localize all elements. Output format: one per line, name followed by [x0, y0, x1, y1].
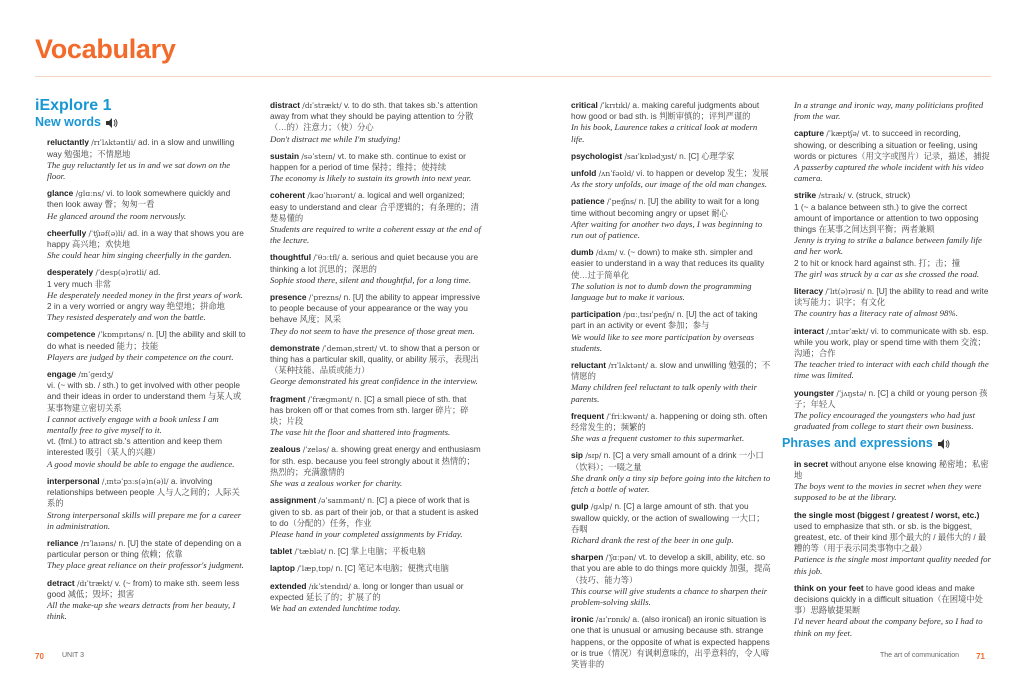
headword: the single most (biggest / greatest / worst, etc.)	[794, 509, 980, 520]
pronunciation: /ˈfriːkwənt/	[606, 411, 649, 421]
example-sentence: A passerby captured the whole incident with his video camera.	[794, 162, 984, 184]
example-sentence: They place great reliance on their professor's judgment.	[47, 560, 244, 571]
example-sentence: Please hand in your completed assignments by Friday.	[270, 528, 463, 539]
vocab-entry	[270, 343, 482, 388]
definition: 1 (~ a balance between sth.) to give the correct amount of importance or attention to two opposing things 在某事之间达到平衡；两者兼顾	[794, 201, 979, 235]
example-sentence: The guy reluctantly let us in and we sat down on the floor.	[47, 159, 231, 182]
pronunciation: /ˈkæptʃə/	[826, 129, 860, 139]
pronunciation: /kəʊˈhɪərənt/	[307, 191, 356, 201]
vocab-entry	[270, 444, 482, 489]
speaker-icon[interactable]	[106, 118, 118, 128]
headword: assignment	[270, 495, 317, 506]
definition: n. [C] a child or young person 孩子；年轻人	[794, 387, 988, 409]
headword: literacy	[794, 286, 824, 297]
vocab-entry	[794, 459, 992, 504]
definition: n. [C] 笔记本电脑；便携式电脑	[335, 563, 449, 574]
headword: youngster	[794, 387, 835, 398]
example-sentence: We had an extended lunchtime today.	[270, 602, 401, 613]
word-list	[571, 100, 771, 670]
definition: ad. in a way that shows you are happy 高兴地；欢快地	[47, 227, 244, 250]
phrase-list	[794, 459, 992, 639]
pronunciation: /rɪˈlʌktənt/	[608, 361, 648, 371]
definition: a. logical and well organized; easy to understand and clear 合乎逻辑的；有条理的；清楚易懂的	[270, 190, 479, 223]
definition: a. happening or doing sth. often 经常发生的；频繁的	[571, 410, 768, 433]
headword: sustain	[270, 150, 300, 161]
vocab-entry	[35, 538, 247, 572]
page-number-left: 70	[35, 652, 44, 661]
example-sentence: Patience is the single most important quality needed for this job.	[794, 554, 991, 576]
example-sentence: Sophie stood there, silent and thoughtful, for a long time.	[270, 274, 472, 285]
headword: frequent	[571, 410, 605, 421]
pronunciation: /ˈtæblət/	[294, 547, 327, 557]
example-sentence: Players are judged by their competence on the court.	[47, 351, 234, 362]
pronunciation: /rɪˈlaɪəns/	[80, 538, 117, 548]
headword: distract	[270, 100, 300, 110]
pronunciation: /dʌm/	[595, 248, 618, 258]
pronunciation: /ˈlɪt(ə)rəsi/	[825, 287, 865, 297]
headword: capture	[794, 128, 824, 139]
example-sentence: They do not seem to have the presence of those great men.	[270, 325, 475, 336]
pronunciation: /ˈkrɪtɪkl/	[600, 101, 631, 110]
definition: vt. to develop a skill, ability, etc. so that you are able to do things more quickly 加强，提高（技巧、能力等）	[571, 552, 771, 585]
example-sentence: The vase hit the floor and shattered into fragments.	[270, 427, 451, 438]
headword: coherent	[270, 190, 306, 201]
pronunciation: /ˈkɒmpɪtəns/	[97, 330, 145, 340]
topic-label: The art of communication	[880, 652, 959, 659]
pronunciation: /ɪnˈɡeɪdʒ/	[78, 370, 114, 380]
vocab-entry	[270, 151, 482, 185]
vocab-entry	[571, 450, 771, 495]
vocab-entry	[270, 292, 482, 337]
vocab-entry	[270, 581, 482, 615]
definition: vt. to show that a person or thing has a particular skill, quality, or ability 展示，表现出（某种技能、品质或能力）	[270, 342, 480, 376]
vocab-entry	[571, 100, 771, 145]
vocab-entry	[571, 614, 771, 670]
vocab-entry	[794, 583, 992, 639]
new-words-heading	[35, 117, 247, 128]
example-sentence: As the story unfolds, our image of the old man changes.	[571, 179, 767, 190]
vocab-entry	[35, 267, 247, 323]
headword: fragment	[270, 393, 306, 404]
definition: vi. to communicate with sb. esp. while you work, play or spend time with them 交流；沟通；合作	[794, 325, 989, 359]
headword: in secret	[794, 458, 829, 469]
headword: sharpen	[571, 552, 604, 563]
pronunciation: /ˈlæpˌtɒp/	[297, 564, 334, 574]
example-sentence: Jenny is trying to strike a balance between family life and her work.	[794, 235, 982, 257]
headword: sip	[571, 450, 583, 461]
new-words-label: New words	[35, 115, 101, 130]
vocab-entry	[571, 501, 771, 546]
phrases-heading	[782, 438, 992, 449]
definition: n. [U] the ability to appear impressive to people because of your appearance or the way you behave 风度；风采	[270, 292, 481, 325]
unit-label: UNIT 3	[62, 652, 85, 659]
definition: n. [U] the ability to read and write 读写能力；识字；有文化	[794, 286, 989, 308]
vocab-entry	[35, 578, 247, 623]
example-sentence: All the make-up she wears detracts from her beauty, I think.	[47, 599, 236, 622]
column-4	[782, 100, 992, 645]
vocab-entry	[571, 309, 771, 354]
vocab-entry	[270, 252, 482, 286]
title-divider	[35, 76, 991, 77]
definition: a. making careful judgments about how good or bad sth. is 判断审慎的；评判严谨的	[571, 100, 760, 122]
column-3	[571, 100, 771, 676]
example-sentence: In a strange and ironic way, many politicians profited from the war.	[794, 100, 984, 122]
section-heading: iExplore 1	[35, 97, 112, 114]
pronunciation: /aɪˈrɒnɪk/	[595, 615, 631, 625]
headword: think on your feet	[794, 582, 864, 593]
vocab-entry	[794, 326, 992, 382]
definition: n. [U] the state of depending on a particular person or thing 依赖；依靠	[47, 537, 242, 560]
definition: a. serious and quiet because you are thinking a lot 沉思的；深思的	[270, 252, 479, 274]
pronunciation: /ˌɪntərˈækt/	[826, 326, 869, 336]
vocab-entry	[571, 552, 771, 608]
example-sentence: She was a zealous worker for charity.	[270, 478, 403, 489]
speaker-icon[interactable]	[938, 439, 950, 449]
vocab-entry	[270, 100, 482, 145]
example-sentence: They resisted desperately and won the battle.	[47, 312, 206, 323]
definition: vt. to make sth. continue to exist or happen for a period of time 保持；维持；使持续	[270, 150, 466, 173]
example-sentence: We would like to see more participation by overseas students.	[571, 331, 755, 353]
headword: strike	[794, 190, 817, 201]
pronunciation: /saɪˈkɒlədʒɪst/	[624, 151, 677, 161]
example-sentence: George demonstrated his great confidence in the interview.	[270, 376, 478, 387]
vocab-entry	[794, 388, 992, 433]
vocab-entry	[794, 286, 992, 320]
headword: laptop	[270, 563, 295, 574]
headword: patience	[571, 196, 605, 207]
example-sentence: She drank only a tiny sip before going into the kitchen to fetch a bottle of water.	[571, 472, 771, 495]
headword: participation	[571, 309, 621, 320]
pronunciation: /ˌɪntəˈpɜːs(ə)n(ə)l/	[101, 476, 169, 486]
phrases-label: Phrases and expressions	[782, 436, 933, 451]
pronunciation: /əˈsaɪnmənt/	[318, 496, 365, 506]
vocab-entry	[571, 247, 771, 303]
vocab-entry	[794, 190, 992, 280]
definition: ad.	[148, 267, 161, 278]
vocab-entry	[270, 394, 482, 439]
example-sentence: The economy is likely to sustain its growth into next year.	[270, 173, 472, 184]
definition: v. (~ from) to make sth. seem less good 减低；毁坏；损害	[47, 577, 240, 599]
definition: 1 very much 非常	[47, 278, 112, 289]
headword: engage	[47, 369, 77, 380]
word-list	[794, 100, 992, 432]
pronunciation: /ɡlɑːns/	[75, 189, 104, 199]
vocab-entry	[35, 137, 247, 182]
headword: presence	[270, 292, 307, 303]
definition: a. showing great energy and enthusiasm for sth. esp. because you feel strongly about it 热情的；热烈的；充满激情的	[270, 444, 481, 477]
word-list	[270, 100, 482, 614]
definition: n. [U] the act of taking part in an activity or event 参加；参与	[571, 309, 758, 331]
pronunciation: /ˈprezns/	[308, 293, 342, 303]
example-sentence: The policy encouraged the youngsters who had just graduated from college to start their own business.	[794, 410, 976, 432]
vocab-entry	[35, 329, 247, 363]
example-sentence: The country has a literacy rate of almost 98%.	[794, 308, 958, 319]
definition: a. involving relationships between people 人与人之间的；人际关系的	[47, 475, 240, 509]
headword: psychologist	[571, 150, 623, 161]
definition: to have good ideas and make decisions quickly in a difficult situation（在困境中处事）思路敏捷果断	[794, 582, 983, 616]
definition: v. (struck, struck)	[847, 190, 911, 201]
column-2	[270, 100, 482, 620]
definition: n. [C] a very small amount of a drink 一小口（饮料）；一啜之量	[571, 450, 764, 472]
pronunciation: /dɪˈtrækt/	[76, 578, 113, 588]
example-sentence: Students are required to write a coherent essay at the end of the lecture.	[270, 224, 482, 246]
example-sentence: The teacher tried to interact with each child though the time was limited.	[794, 359, 989, 381]
vocab-entry	[270, 495, 482, 540]
definition: vi. to look somewhere quickly and then look away 瞥；匆匆一看	[47, 188, 231, 210]
definition: without anyone else knowing 秘密地；私密地	[794, 458, 989, 480]
vocab-entry	[794, 510, 992, 577]
headword: critical	[571, 100, 598, 110]
headword: reluctantly	[47, 137, 89, 148]
definition: n. [C] 掌上电脑；平板电脑	[328, 546, 426, 557]
headword: dumb	[571, 247, 594, 258]
page-title: Vocabulary	[35, 34, 176, 64]
pronunciation: /ˈfræɡmənt/	[307, 394, 353, 404]
example-sentence: The girl was struck by a car as she crossed the road.	[794, 268, 980, 279]
example-sentence: He glanced around the room nervously.	[47, 210, 187, 221]
example-sentence: Strong interpersonal skills will prepare me for a career in administration.	[47, 509, 242, 531]
pronunciation: /ˈdemənˌstreɪt/	[322, 343, 378, 353]
headword: thoughtful	[270, 252, 312, 263]
pronunciation: /ɡʌlp/	[590, 502, 613, 512]
page-number-right: 71	[976, 652, 985, 661]
vocab-entry	[270, 546, 482, 557]
definition: ad. in a slow and unwilling way 勉强地；不情愿地	[47, 137, 235, 159]
definition: vt. to succeed in recording, showing, or describing a situation or feeling, using words or pictures（用文字或图片）记录，描述，捕捉	[794, 128, 990, 161]
headword: gulp	[571, 501, 589, 512]
example-sentence: In his book, Laurence takes a critical look at modern life.	[571, 122, 758, 144]
pronunciation: /sɪp/	[585, 451, 602, 461]
example-sentence: The solution is not to dumb down the programming language but to make it various.	[571, 280, 752, 303]
headword: cheerfully	[47, 227, 87, 238]
example-sentence: This course will give students a chance to sharpen their problem-solving skills.	[571, 585, 768, 607]
definition: v. (~ down) to make sth. simpler and easier to understand in a way that reduces its quality 使…过于简单化	[571, 247, 765, 280]
definition: a. (also ironical) an ironic situation is one that is unusual or amusing because sth. strange happens, or the opposite of what is expected happens or is true（情况）有讽刺意味的，出乎意料的，令人啼笑皆非的	[571, 614, 770, 669]
vocab-entry	[571, 151, 771, 162]
headword: desperately	[47, 267, 94, 278]
example-sentence: He desperately needed money in the first years of work.	[47, 289, 243, 300]
pronunciation: /straɪk/	[818, 191, 846, 201]
vocab-entry	[794, 100, 992, 122]
pronunciation: /ˈθɔːtfl/	[313, 253, 340, 263]
example-sentence: I'd never heard about the company before, so I had to think on my feet.	[794, 616, 983, 638]
pronunciation: /ˈjʌŋstə/	[836, 388, 867, 398]
example-sentence: Many children feel reluctant to talk openly with their parents.	[571, 382, 757, 404]
definition: vt. (fml.) to attract sb.'s attention and keep them interested 吸引（某人的兴趣）	[47, 436, 222, 458]
headword: extended	[270, 580, 307, 591]
headword: demonstrate	[270, 342, 320, 353]
headword: detract	[47, 577, 75, 588]
pronunciation: /ˈdesp(ə)rətli/	[95, 268, 147, 278]
example-sentence: She could hear him singing cheerfully in the garden.	[47, 250, 232, 261]
pronunciation: /ˈtʃɪəf(ə)li/	[88, 228, 126, 238]
definition: a. long or longer than usual or expected 延长了的；扩展了的	[270, 580, 464, 602]
headword: reliance	[47, 537, 79, 548]
headword: unfold	[571, 168, 597, 179]
example-sentence: After waiting for another two days, I was beginning to run out of patience.	[571, 218, 763, 241]
headword: glance	[47, 188, 74, 199]
definition: n. [C] a small piece of sth. that has broken off or that comes from sth. larger 碎片；碎块；片段	[270, 393, 469, 427]
definition: 2 to hit or knock hard against sth. 打；击；撞	[794, 257, 961, 268]
headword: ironic	[571, 614, 594, 625]
headword: interpersonal	[47, 475, 100, 486]
definition: n. [U] the ability to wait for a long time without becoming angry or upset 耐心	[571, 196, 760, 218]
example-sentence: A good movie should be able to engage the audience.	[47, 458, 235, 469]
pronunciation: /ʌnˈfəʊld/	[598, 169, 634, 179]
example-sentence: Don't distract me while I'm studying!	[270, 133, 401, 144]
definition: n. [C] 心理学家	[679, 150, 735, 161]
vocab-entry	[270, 563, 482, 574]
example-sentence: The boys went to the movies in secret when they were supposed to be at the library.	[794, 481, 982, 503]
pronunciation: /səˈsteɪn/	[301, 151, 336, 161]
vocab-entry	[571, 411, 771, 445]
vocab-entry	[571, 196, 771, 241]
headword: tablet	[270, 546, 293, 557]
vocab-entry	[35, 476, 247, 532]
pronunciation: /rɪˈlʌktəntli/	[91, 138, 136, 148]
vocab-entry	[35, 188, 247, 222]
definition: v. to do sth. that takes sb.'s attention away from what they should be paying attention to 分散（…的）注意力；（使）分心	[270, 100, 478, 133]
column-1	[35, 97, 247, 628]
vocab-entry	[270, 190, 482, 246]
vocab-entry	[35, 228, 247, 262]
definition: n. [C] a piece of work that is given to sb. as part of their job, or that a student is asked to do（分配的）任务，作业	[270, 495, 479, 528]
vocab-entry	[794, 128, 992, 184]
headword: zealous	[270, 444, 301, 455]
pronunciation: /ˈpeɪʃns/	[606, 197, 637, 207]
definition: used to emphasize that sth. or sb. is the biggest, greatest, etc. of their kind 那个最大的 / 最伟大的 / 最糟的等（用于表示同类事物中之最）	[794, 520, 987, 554]
pronunciation: /ˈʃɑːpən/	[605, 553, 637, 563]
vocab-entry	[35, 369, 247, 470]
definition: vi. to happen or develop 发生；发展	[636, 168, 769, 179]
headword: reluctant	[571, 360, 607, 371]
headword: competence	[47, 329, 96, 340]
definition: a. slow and unwilling 勉强的；不情愿的	[571, 360, 771, 382]
vocab-entry	[571, 360, 771, 405]
vocab-entry	[571, 168, 771, 190]
headword: interact	[794, 325, 824, 336]
example-sentence: Richard drank the rest of the beer in one gulp.	[571, 534, 734, 545]
pronunciation: /ɪkˈstendɪd/	[308, 581, 351, 591]
example-sentence: She was a frequent customer to this supermarket.	[571, 433, 745, 444]
pronunciation: /dɪˈstrækt/	[302, 101, 342, 110]
word-list	[35, 137, 247, 622]
pronunciation: /ˈzeləs/	[302, 445, 329, 455]
example-sentence: I cannot actively engage with a book unless I am mentally free to give myself to it.	[47, 413, 219, 436]
pronunciation: /pɑːˌtɪsɪˈpeɪʃn/	[623, 310, 675, 320]
definition: n. [U] the ability and skill to do what is needed 能力；技能	[47, 329, 246, 351]
definition: 2 in a very worried or angry way 绝望地；拼命地	[47, 301, 225, 312]
definition: n. [C] a large amount of sth. that you swallow quickly, or the action of swallowing 一大口；吞咽	[571, 501, 765, 534]
definition: vi. (~ with sb. / sth.) to get involved with other people and their ideas in order to understand them 与某人或某事物建立密切关系	[47, 380, 242, 413]
